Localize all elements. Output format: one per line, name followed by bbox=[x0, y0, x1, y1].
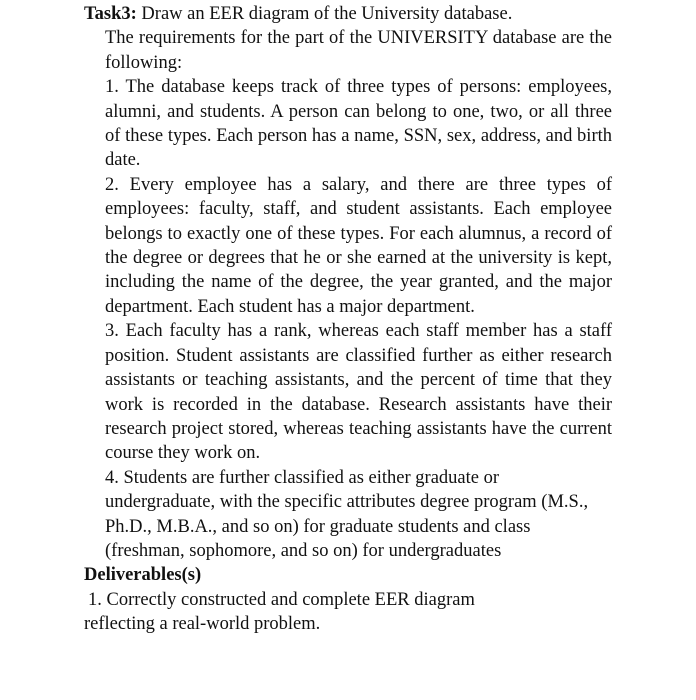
requirement-4: 4. Students are further classified as either graduate or undergraduate, with the specific attributes degree program (M.S., Ph.D., M.B.A., and so on) for graduate students and class (freshman, sophomore, and so on) for undergraduates bbox=[105, 467, 589, 561]
requirement-1: 1. The database keeps track of three types of persons: employees, alumni, and students. A person can belong to one, two, or all three of these types. Each person has a name, SSN, sex, address, and birth date. bbox=[105, 77, 612, 171]
task-title: Draw an EER diagram of the University database. bbox=[136, 4, 513, 24]
task-label: Task3: bbox=[84, 4, 137, 24]
deliverable-item-line2: reflecting a real-world problem. bbox=[84, 614, 321, 635]
requirement-3: 3. Each faculty has a rank, whereas each staff member has a staff position. Student assistants are classified further as either research assistants or teaching assistants, and the percent of time that they work is recorded in the database. Research assistants have their research project stored, whereas teaching assistants have the current course they work on. bbox=[105, 321, 612, 464]
task-heading bbox=[84, 2, 614, 26]
requirements-block bbox=[105, 26, 612, 563]
intro-text: The requirements for the part of the UNIVERSITY database are the following: bbox=[105, 28, 612, 73]
task-document bbox=[84, 2, 614, 637]
requirement-2: 2. Every employee has a salary, and there are three types of employees: faculty, staff, and student assistants. Each employee belongs to exactly one of these types. For each alumnus, a record of the degree or degrees that he or she earned at the university is kept, including the name of the degree, the year granted, and the major department. Each student has a major department. bbox=[105, 174, 612, 317]
deliverable-item-line1: 1. Correctly constructed and complete EER diagram bbox=[88, 589, 475, 610]
deliverables-heading: Deliverables(s) bbox=[84, 565, 202, 586]
